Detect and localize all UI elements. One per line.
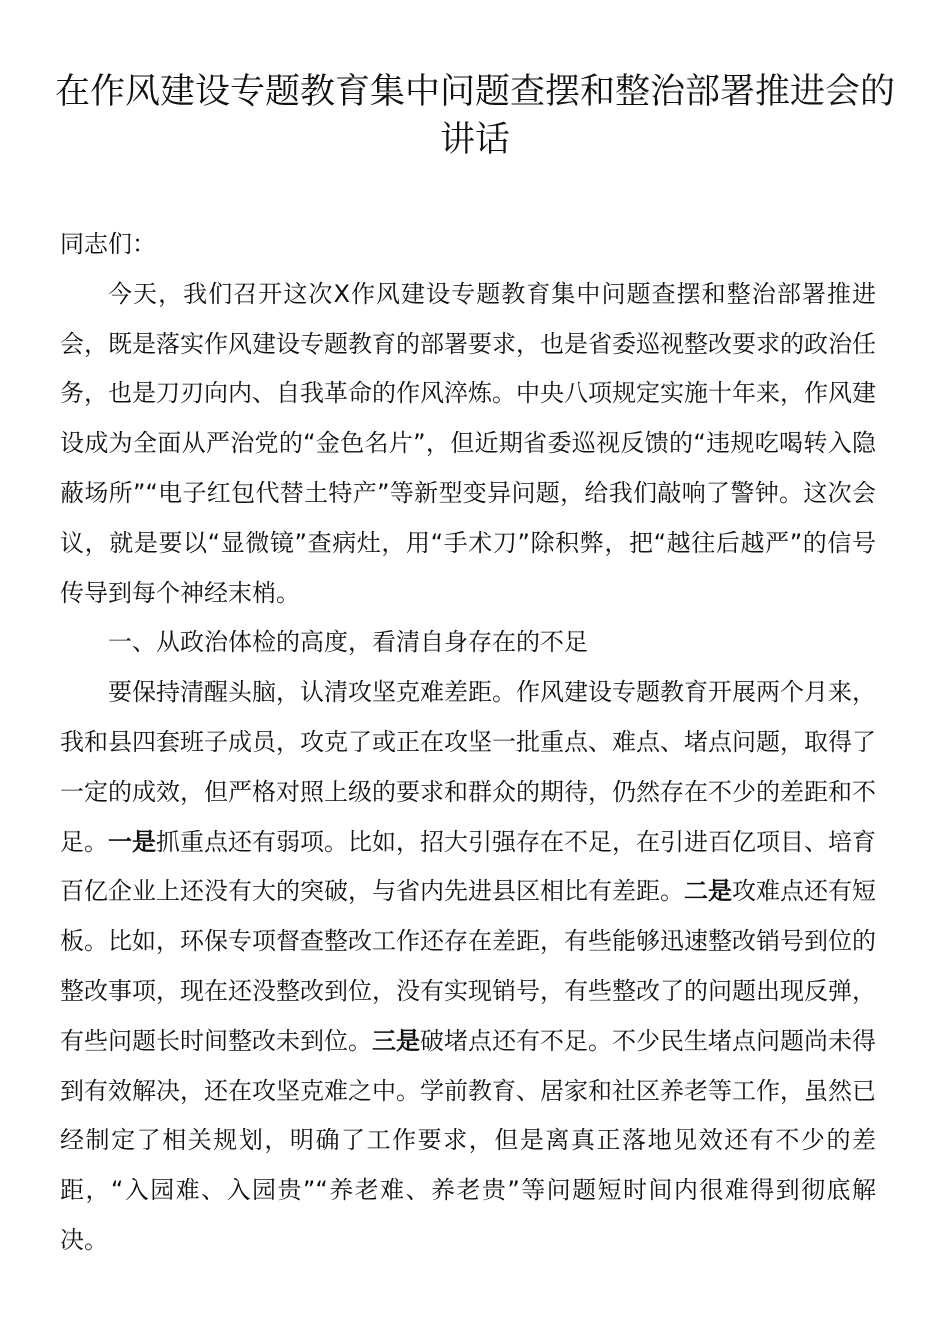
document-title: 在作风建设专题教育集中问题查摆和整治部署推进会的讲话 [54,72,895,160]
section-1-heading: 一、从政治体检的高度，看清自身存在的不足 [108,628,588,657]
section-1-paragraph [60,668,876,1266]
section-1-text-part-3: 攻难点还有短板。比如，环保专项督查整改工作还存在差距，有些能够迅速整改销号到位的整改事项，现在还没整改到位，没有实现销号，有些整改了的问题出现反弹，有些问题长时间整改未到位。 [60,877,876,1055]
section-1-text-part-4: 破堵点还有不足。不少民生堵点问题尚未得到有效解决，还在攻坚克难之中。学前教育、居家和社区养老等工作，虽然已经制定了相关规划，明确了工作要求，但是离真正落地见效还有不少的差距，“入园难、入园贵”“养老难、养老贵”等问题短时间内很难得到彻底解决。 [60,1026,876,1254]
section-1-text-part-2: 抓重点还有弱项。比如，招大引强存在不足，在引进百亿项目、培育百亿企业上还没有大的突破，与省内先进县区相比有差距。 [60,827,876,906]
point-1-label: 一是 [108,827,156,856]
intro-paragraph: 今天，我们召开这次X作风建设专题教育集中问题查摆和整治部署推进会，既是落实作风建设专题教育的部署要求，也是省委巡视整改要求的政治任务，也是刀刃向内、自我革命的作风淬炼。中央八项规定实施十年来，作风建设成为全面从严治党的“金色名片”，但近期省委巡视反馈的“违规吃喝转入隐蔽场所”“电子红包代替土特产”等新型变异问题，给我们敲响了警钟。这次会议，就是要以“显微镜”查病灶，用“手术刀”除积弊，把“越往后越严”的信号传导到每个神经末梢。 [60,279,876,607]
point-2-label: 二是 [684,877,732,906]
salutation: 同志们： [60,230,156,258]
document-body [60,220,876,1266]
point-3-label: 三是 [372,1026,420,1055]
section-1-text-part-1: 要保持清醒头脑，认清攻坚克难差距。作风建设专题教育开展两个月来，我和县四套班子成员，攻克了或正在攻坚一批重点、难点、堵点问题，取得了一定的成效，但严格对照上级的要求和群众的期待，仍然存在不少的差距和不足。 [60,678,876,856]
